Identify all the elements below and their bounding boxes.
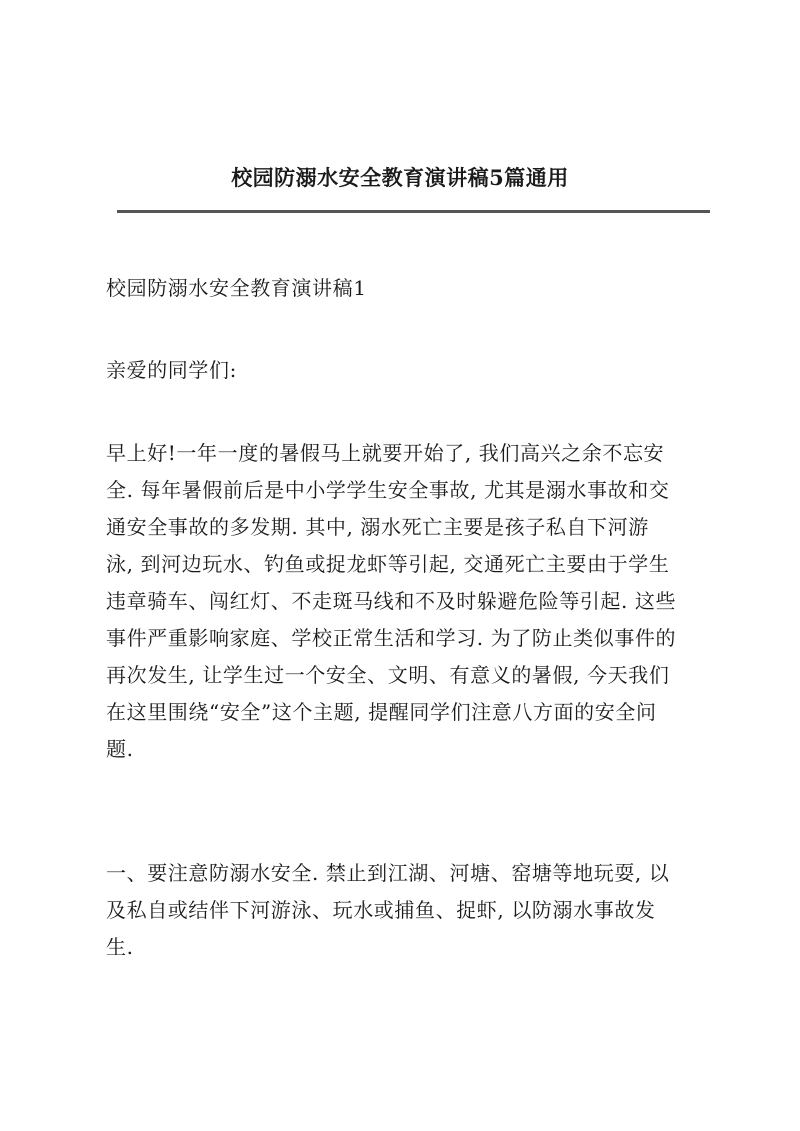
greeting-line: 亲爱的同学们: <box>106 358 237 382</box>
paragraph-2-line: 一、要注意防溺水安全. 禁止到江湖、河塘、窑塘等地玩耍, 以 <box>106 861 670 885</box>
paragraph-1-line: 再次发生, 让学生过一个安全、文明、有意义的暑假, 今天我们 <box>106 663 670 687</box>
document-title: 校园防溺水安全教育演讲稿5篇通用 <box>231 165 569 190</box>
paragraph-1-line: 在这里围绕“安全”这个主题, 提醒同学们注意八方面的安全问 <box>106 700 657 724</box>
paragraph-1-line: 违章骑车、闯红灯、不走斑马线和不及时躲避危险等引起. 这些 <box>106 589 677 613</box>
paragraph-2-line: 生. <box>106 935 134 959</box>
paragraph-1-line: 通安全事故的多发期. 其中, 溺水死亡主要是孩子私自下河游 <box>106 515 649 539</box>
paragraph-2-line: 及私自或结伴下河游泳、玩水或捕鱼、捉虾, 以防溺水事故发 <box>106 898 656 922</box>
paragraph-1-line: 早上好!一年一度的暑假马上就要开始了, 我们高兴之余不忘安 <box>106 441 665 465</box>
paragraph-1-line: 全. 每年暑假前后是中小学学生安全事故, 尤其是溺水事故和交 <box>106 478 670 502</box>
paragraph-1-line: 泳, 到河边玩水、钓鱼或捉龙虾等引起, 交通死亡主要由于学生 <box>106 552 670 576</box>
paragraph-1-line: 题. <box>106 737 134 761</box>
paragraph-1 <box>106 435 710 768</box>
section-heading: 校园防溺水安全教育演讲稿1 <box>106 276 367 300</box>
paragraph-1-line: 事件严重影响家庭、学校正常生活和学习. 为了防止类似事件的 <box>106 626 677 650</box>
paragraph-2 <box>106 855 710 966</box>
title-underline <box>117 210 710 213</box>
